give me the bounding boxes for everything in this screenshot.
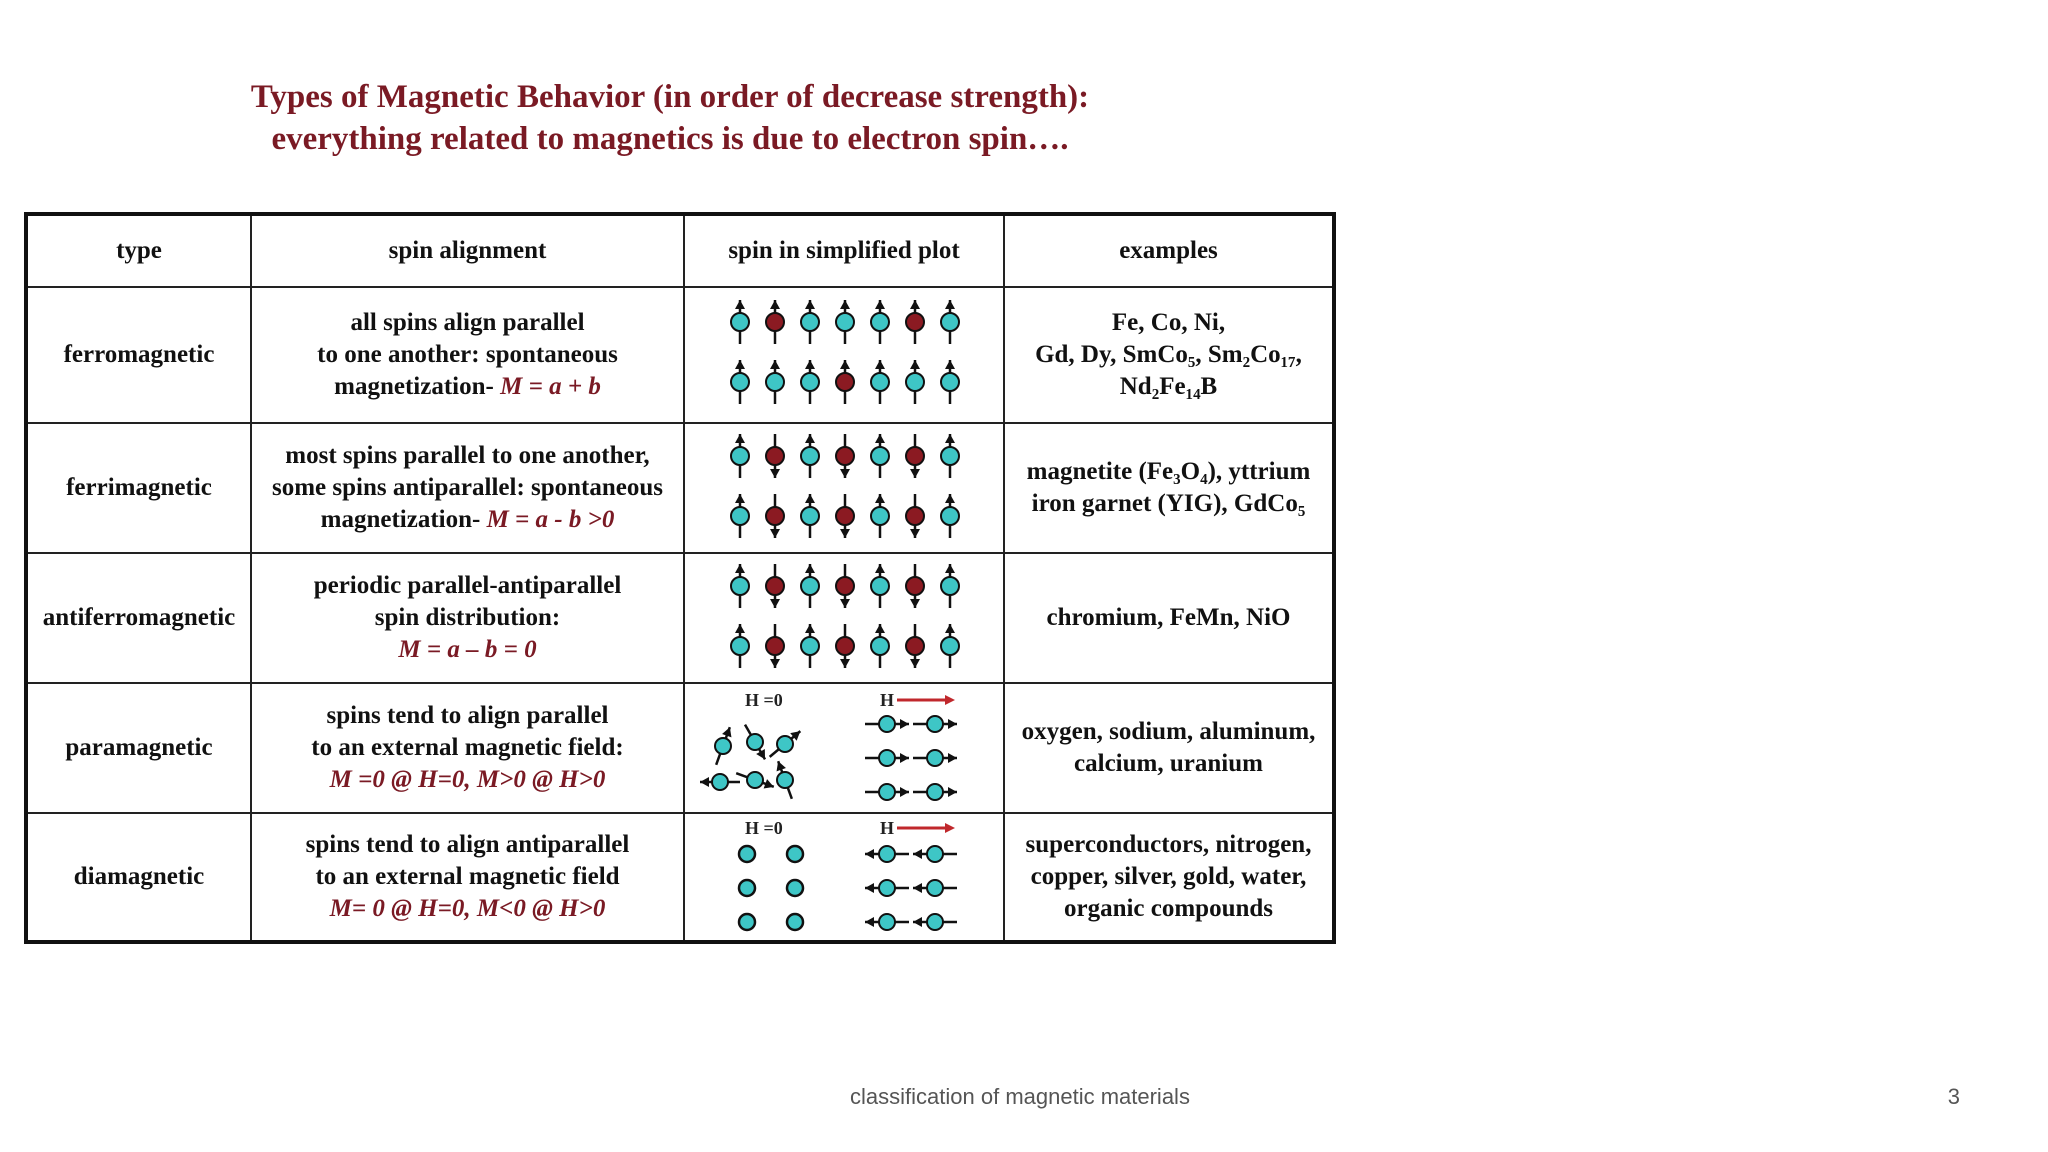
formula: M =0 @ H=0, M>0 @ H>0 — [329, 766, 606, 793]
spin-plot-cell — [684, 287, 1004, 423]
spin-icon — [777, 761, 793, 799]
spin-icon — [770, 731, 801, 757]
spin-icon — [913, 784, 957, 800]
desc-line — [256, 634, 679, 666]
spin-alignment-cell — [251, 813, 684, 942]
spin-alignment-cell — [251, 553, 684, 683]
spin-icon — [913, 750, 957, 766]
spin-icon — [865, 784, 909, 800]
h-field-label: H — [880, 818, 895, 838]
table-header-row — [26, 214, 1334, 287]
desc-line — [256, 893, 679, 925]
spin-icon — [941, 494, 959, 538]
spin-icon — [941, 434, 959, 478]
spin-alignment-cell — [251, 423, 684, 553]
title-line-1: Types of Magnetic Behavior (in order of decrease strength): — [250, 79, 1090, 115]
spin-icon — [836, 564, 854, 608]
spin-icon — [906, 360, 924, 404]
spin-plot-cell — [684, 683, 1004, 813]
example-line: oxygen, sodium, aluminum, — [1021, 718, 1316, 745]
spin-icon — [941, 300, 959, 344]
spin-icon — [801, 434, 819, 478]
spin-icon — [787, 846, 803, 862]
spin-icon — [871, 494, 889, 538]
examples-cell — [1004, 423, 1334, 553]
example-line: organic compounds — [1063, 895, 1274, 922]
spin-icon — [906, 434, 924, 478]
example-line: chromium, FeMn, NiO — [1046, 604, 1291, 631]
table-row-ferrimagnetic — [26, 423, 1334, 553]
formula: M = a + b — [500, 373, 601, 400]
spin-icon — [766, 360, 784, 404]
spin-icon — [871, 624, 889, 668]
spin-icon — [871, 434, 889, 478]
spin-icon — [941, 624, 959, 668]
spin-icon — [865, 846, 909, 862]
spin-icon — [941, 360, 959, 404]
spin-icon — [913, 880, 957, 896]
spin-icon — [731, 564, 749, 608]
header-examples: examples — [1004, 214, 1334, 287]
spin-plot-cell — [684, 423, 1004, 553]
examples-cell — [1004, 287, 1334, 423]
type-cell: paramagnetic — [26, 683, 251, 813]
spin-icon — [906, 624, 924, 668]
diamagnetic-spin-plot — [685, 814, 1004, 940]
spin-icon — [736, 772, 774, 788]
spin-icon — [766, 494, 784, 538]
spin-icon — [865, 914, 909, 930]
spin-icon — [787, 880, 803, 896]
examples-cell — [1004, 813, 1334, 942]
example-line: Fe, Co, Ni, — [1111, 309, 1226, 336]
desc-line — [256, 764, 679, 796]
example-line: Gd, Dy, SmCo₅, Sm₂Co₁₇, — [1035, 341, 1302, 368]
table-row-diamagnetic — [26, 813, 1334, 942]
desc-line — [256, 504, 679, 536]
spin-icon — [836, 494, 854, 538]
spin-icon — [787, 914, 803, 930]
spin-icon — [865, 750, 909, 766]
ferromagnetic-spin-plot — [685, 288, 1004, 422]
examples-cell — [1004, 683, 1334, 813]
header-type: type — [26, 214, 251, 287]
h-field-label: H — [880, 690, 895, 710]
spin-icon — [766, 300, 784, 344]
paramagnetic-spin-plot — [685, 684, 1004, 812]
spin-icon — [801, 564, 819, 608]
spin-icon — [739, 846, 755, 862]
spin-icon — [766, 564, 784, 608]
example-line: superconductors, nitrogen, — [1025, 831, 1312, 858]
table-row-paramagnetic — [26, 683, 1334, 813]
desc-line: periodic parallel-antiparallel — [313, 572, 622, 599]
table-row-antiferromagnetic — [26, 553, 1334, 683]
desc-line: spins tend to align parallel — [326, 702, 609, 729]
spin-icon — [906, 564, 924, 608]
example-line: magnetite (Fe₃O₄), yttrium — [1026, 458, 1311, 485]
spin-icon — [766, 434, 784, 478]
spin-icon — [801, 624, 819, 668]
title-line-2: everything related to magnetics is due to electron spin…. — [271, 121, 1069, 157]
header-spin-plot: spin in simplified plot — [684, 214, 1004, 287]
desc-line: all spins align parallel — [350, 309, 585, 336]
spin-icon — [913, 914, 957, 930]
spin-icon — [731, 494, 749, 538]
desc-line: spin distribution: — [374, 604, 561, 631]
type-cell: antiferromagnetic — [26, 553, 251, 683]
antiferromagnetic-spin-plot — [685, 554, 1004, 682]
example-line: copper, silver, gold, water, — [1030, 863, 1307, 890]
header-spin-alignment: spin alignment — [251, 214, 684, 287]
spin-plot-cell — [684, 553, 1004, 683]
spin-icon — [836, 624, 854, 668]
desc-line: most spins parallel to one another, — [285, 442, 650, 469]
spin-icon — [871, 300, 889, 344]
desc-line: to an external magnetic field — [315, 863, 620, 890]
spin-icon — [801, 494, 819, 538]
desc-line: spins tend to align antiparallel — [305, 831, 630, 858]
spin-icon — [731, 434, 749, 478]
spin-icon — [836, 360, 854, 404]
spin-icon — [906, 300, 924, 344]
spin-icon — [801, 300, 819, 344]
formula: M= 0 @ H=0, M<0 @ H>0 — [329, 895, 606, 922]
desc-line: to an external magnetic field: — [311, 734, 624, 761]
spin-icon — [865, 716, 909, 732]
spin-icon — [836, 434, 854, 478]
spin-icon — [836, 300, 854, 344]
spin-icon — [739, 880, 755, 896]
spin-alignment-cell — [251, 683, 684, 813]
spin-icon — [871, 564, 889, 608]
example-line: calcium, uranium — [1074, 750, 1263, 777]
type-cell: ferrimagnetic — [26, 423, 251, 553]
spin-icon — [941, 564, 959, 608]
desc-text: magnetization- — [320, 506, 487, 533]
spin-plot-cell — [684, 813, 1004, 942]
h-zero-label: H =0 — [745, 818, 783, 838]
spin-icon — [731, 360, 749, 404]
table-row-ferromagnetic — [26, 287, 1334, 423]
spin-icon — [731, 624, 749, 668]
ferrimagnetic-spin-plot — [685, 424, 1004, 552]
desc-line: to one another: spontaneous — [317, 341, 618, 368]
desc-text: magnetization- — [334, 373, 501, 400]
examples-cell — [1004, 553, 1334, 683]
spin-icon — [871, 360, 889, 404]
desc-line — [256, 371, 679, 403]
h-zero-label: H =0 — [745, 690, 783, 710]
slide-title — [150, 76, 1190, 160]
page-number: 3 — [1947, 1084, 1960, 1109]
spin-icon — [801, 360, 819, 404]
spin-icon — [766, 624, 784, 668]
spin-icon — [913, 716, 957, 732]
example-line: Nd₂Fe₁₄B — [1119, 373, 1218, 400]
example-line: iron garnet (YIG), GdCo₅ — [1031, 490, 1306, 517]
desc-line: some spins antiparallel: spontaneous — [271, 474, 664, 501]
magnetic-behavior-table — [24, 212, 1336, 944]
spin-icon — [865, 880, 909, 896]
spin-alignment-cell — [251, 287, 684, 423]
spin-icon — [731, 300, 749, 344]
formula: M = a - b >0 — [486, 506, 615, 533]
spin-icon — [906, 494, 924, 538]
footer-text: classification of magnetic materials — [850, 1084, 1190, 1109]
spin-icon — [913, 846, 957, 862]
type-cell: ferromagnetic — [26, 287, 251, 423]
type-cell: diamagnetic — [26, 813, 251, 942]
spin-icon — [745, 725, 765, 760]
spin-icon — [700, 774, 740, 790]
formula: M = a – b = 0 — [398, 636, 537, 663]
spin-icon — [715, 727, 731, 765]
spin-icon — [739, 914, 755, 930]
